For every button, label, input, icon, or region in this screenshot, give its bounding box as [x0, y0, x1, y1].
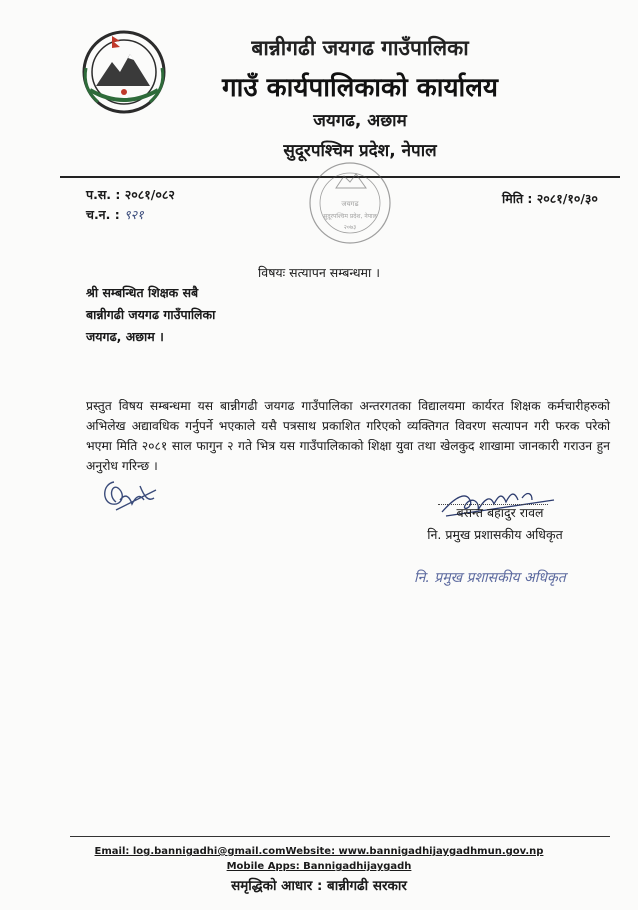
- dispatch-number-value: ९२१: [124, 207, 144, 222]
- dispatch-number: [86, 206, 144, 223]
- footer-slogan: समृद्धिको आधार : बान्नीगढी सरकार: [231, 878, 407, 894]
- dispatch-number-label: च.न. :: [86, 207, 120, 222]
- seal-text-b: सुदूरपश्चिम प्रदेश, नेपाल: [323, 213, 377, 220]
- signatory-name: बसन्त बहादुर रावल: [456, 505, 544, 520]
- office-location: जयगढ, अछाम: [313, 111, 407, 131]
- seal-text-c: २०७३: [343, 224, 357, 231]
- letter-date-label: मिति :: [502, 191, 533, 206]
- province-country: सुदूरपश्चिम प्रदेश, नेपाल: [283, 141, 437, 161]
- footer-mobile-apps[interactable]: Mobile Apps: Bannigadhijaygadh: [226, 861, 412, 872]
- handwritten-initial-icon: [96, 476, 160, 516]
- footer-divider: [70, 836, 610, 837]
- seal-text-a: जयगढ: [341, 200, 359, 208]
- official-seal-icon: [300, 160, 400, 246]
- letter-date: [502, 190, 598, 207]
- municipality-emblem-icon: [78, 28, 170, 116]
- addressee-line-1: श्री सम्बन्धित शिक्षक सबै: [86, 285, 199, 300]
- designation-stamp: नि. प्रमुख प्रशासकीय अधिकृत: [414, 570, 566, 586]
- letter-date-value: २०८१/१०/३०: [536, 191, 598, 206]
- subject-line: विषयः सत्यापन सम्बन्धमा ।: [258, 265, 380, 280]
- letter-number: [86, 186, 175, 203]
- office-name: गाउँ कार्यपालिकाको कार्यालय: [222, 73, 498, 103]
- letter-number-label: प.स. :: [86, 187, 121, 202]
- addressee-line-3: जयगढ, अछाम ।: [86, 329, 164, 344]
- addressee-line-2: बान्नीगढी जयगढ गाउँपालिका: [86, 307, 216, 322]
- letter-body: प्रस्तुत विषय सम्बन्धमा यस बान्नीगढी जयगढ गाउँपालिका अन्तरगतका विद्यालयमा कार्यरत शिक्षक कर्मचारीहरुको अभिलेख अद्यावधिक गर्नुपर्ने भएकाले यसै पत्रसाथ प्रकाशित गरिएको व्यक्तिगत विवरण सत्यापन गरी फरक परेको भएमा मिति २०८१ साल फागुन २ गते भित्र यस गाउँपालिकाको शिक्षा युवा तथा खेलकुद शाखामा जानकारी गराउन हुन अनुरोध गरिन्छ ।: [86, 399, 610, 473]
- footer-contact-link[interactable]: Email: log.bannigadhi@gmail.comWebsite: www.bannigadhijaygadhmun.gov.np: [94, 846, 544, 857]
- municipality-name: बान्नीगढी जयगढ गाउँपालिका: [251, 36, 469, 60]
- signatory-designation: नि. प्रमुख प्रशासकीय अधिकृत: [427, 527, 563, 542]
- letter-number-value: २०८१/०८२: [124, 187, 175, 202]
